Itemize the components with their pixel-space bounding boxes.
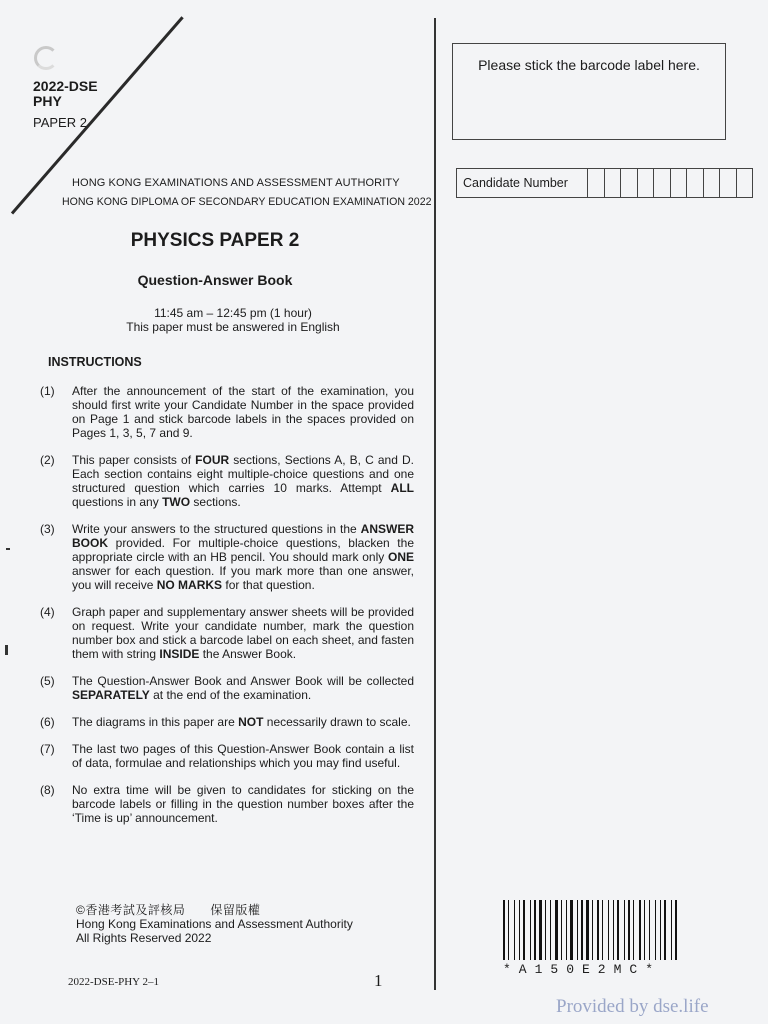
paper-code-year: 2022-DSE — [33, 78, 98, 94]
exam-time — [0, 306, 466, 334]
barcode-bar — [655, 900, 656, 960]
instructions-list — [40, 384, 414, 838]
barcode-bar — [620, 900, 623, 960]
barcode-bar — [516, 900, 518, 960]
barcode-bar — [628, 900, 630, 960]
candidate-digit-cell[interactable] — [737, 169, 753, 197]
exam-name: HONG KONG DIPLOMA OF SECONDARY EDUCATION EXAMINATION 2022 — [62, 196, 432, 208]
barcode-bar — [539, 900, 542, 960]
barcode-bar — [514, 900, 515, 960]
instruction-number: (2) — [40, 453, 55, 467]
vertical-divider — [434, 18, 436, 990]
barcode-bar — [543, 900, 544, 960]
barcode-bar — [508, 900, 509, 960]
barcode-bar — [600, 900, 601, 960]
candidate-digit-cell[interactable] — [687, 169, 704, 197]
instruction-number: (3) — [40, 522, 55, 536]
paper-code-paper: PAPER 2 — [33, 115, 87, 130]
barcode-bar — [639, 900, 641, 960]
barcode-bar — [584, 900, 585, 960]
barcode-graphic — [503, 900, 729, 960]
barcode-bar — [590, 900, 591, 960]
barcode-bar — [566, 900, 567, 960]
instruction-text: This paper consists of FOUR sections, Sections A, B, C and D. Each section contains eight multiple-choice questions and one structured question which carries 10 marks. Attempt ALL questions in any TWO sections. — [72, 453, 414, 509]
candidate-digit-cell[interactable] — [638, 169, 655, 197]
barcode-bar — [570, 900, 573, 960]
instruction-number: (1) — [40, 384, 55, 398]
barcode-bar — [615, 900, 616, 960]
barcode-bar — [563, 900, 565, 960]
instruction-text: The last two pages of this Question-Answer Book contain a list of data, formulae and relationships which you may find useful. — [72, 742, 414, 770]
barcode-bar — [626, 900, 627, 960]
barcode-bar — [577, 900, 578, 960]
time-range: 11:45 am – 12:45 pm (1 hour) — [154, 306, 312, 320]
candidate-number-label: Candidate Number — [457, 169, 588, 197]
barcode-bar — [519, 900, 520, 960]
candidate-digit-cell[interactable] — [671, 169, 688, 197]
barcode-bar — [523, 900, 525, 960]
instruction-text: No extra time will be given to candidates for sticking on the barcode labels or filling in the question number boxes after the ‘Time is up’ announcement. — [72, 783, 414, 825]
barcode-bar — [550, 900, 551, 960]
barcode-bar — [526, 900, 529, 960]
instruction-number: (7) — [40, 742, 55, 756]
candidate-digit-cell[interactable] — [588, 169, 605, 197]
barcode-bar — [660, 900, 661, 960]
instruction-number: (8) — [40, 783, 55, 797]
barcode-bar — [678, 900, 679, 960]
barcode-bar — [664, 900, 666, 960]
barcode-bar — [667, 900, 670, 960]
instruction-item — [40, 742, 414, 770]
barcode-bar — [646, 900, 648, 960]
candidate-digit-cell[interactable] — [704, 169, 721, 197]
barcode-bar — [532, 900, 533, 960]
barcode-bar — [613, 900, 614, 960]
barcode-bar — [642, 900, 643, 960]
barcode-bar — [510, 900, 513, 960]
barcode-bar — [644, 900, 645, 960]
barcode-bar — [592, 900, 593, 960]
instruction-item — [40, 605, 414, 661]
instruction-text: After the announcement of the start of the examination, you should first write your Candidate Number in the space provided on Page 1 and stick barcode labels in the spaces provided on Pages 1, 3, 5, 7 and 9. — [72, 384, 414, 440]
barcode-bar — [657, 900, 659, 960]
barcode-bar — [521, 900, 522, 960]
candidate-number-box — [456, 168, 753, 198]
barcode-bar — [631, 900, 632, 960]
punch-hole-mark — [34, 46, 58, 70]
copyright-cjk: ©香港考試及評核局 保留版權 — [76, 903, 261, 917]
instruction-item — [40, 522, 414, 592]
page-subtitle: Question-Answer Book — [137, 272, 293, 288]
barcode-bar — [581, 900, 583, 960]
page-number: 1 — [374, 971, 383, 990]
instruction-number: (4) — [40, 605, 55, 619]
barcode-bar — [537, 900, 538, 960]
barcode-bar — [597, 900, 599, 960]
barcode-bar — [671, 900, 672, 960]
barcode-bar — [662, 900, 663, 960]
instruction-number: (6) — [40, 715, 55, 729]
copyright-notice — [76, 903, 353, 945]
barcode-bar — [651, 900, 654, 960]
footer-code: 2022-DSE-PHY 2–1 — [68, 976, 159, 988]
instruction-item — [40, 715, 414, 729]
barcode-bar — [530, 900, 531, 960]
instruction-text: The diagrams in this paper are NOT necessarily drawn to scale. — [72, 715, 411, 729]
barcode-bar — [617, 900, 619, 960]
barcode-bar — [555, 900, 558, 960]
language-note: This paper must be answered in English — [126, 320, 340, 334]
barcode-label-box — [452, 43, 726, 140]
barcode-bar — [503, 900, 505, 960]
margin-mark — [5, 645, 8, 655]
barcode-bar — [608, 900, 609, 960]
page-title: PHYSICS PAPER 2 — [130, 230, 300, 251]
barcode-bar — [561, 900, 562, 960]
candidate-digit-cell[interactable] — [621, 169, 638, 197]
candidate-digit-cell[interactable] — [654, 169, 671, 197]
barcode-bar — [602, 900, 603, 960]
barcode-bar — [675, 900, 677, 960]
candidate-digit-cell[interactable] — [605, 169, 622, 197]
barcode-bar — [579, 900, 580, 960]
barcode-bar — [633, 900, 634, 960]
margin-mark — [6, 548, 10, 550]
instruction-text: Graph paper and supplementary answer sheets will be provided on request. Write your candidate number, mark the question number box and stick a barcode label on each sheet, and fasten them with string INSIDE the Answer Book. — [72, 605, 414, 661]
barcode-bar — [604, 900, 607, 960]
barcode-bar — [649, 900, 650, 960]
barcode-bar — [547, 900, 549, 960]
barcode-bar — [574, 900, 576, 960]
barcode-label-text: Please stick the barcode label here. — [478, 57, 700, 73]
instruction-text: The Question-Answer Book and Answer Book will be collected SEPARATELY at the end of the examination. — [72, 674, 414, 702]
barcode-text: *A150E2MC* — [503, 962, 662, 977]
barcode-bar — [534, 900, 536, 960]
barcode-bar — [594, 900, 596, 960]
barcode-bar — [552, 900, 554, 960]
copyright-authority: Hong Kong Examinations and Assessment Authority — [76, 917, 353, 931]
instruction-text: Write your answers to the structured questions in the ANSWER BOOK provided. For multiple-choice questions, blacken the appropriate circle with an HB pencil. You should mark only ONE answer for each question. If you mark more than one answer, you will receive NO MARKS for that question. — [72, 522, 414, 592]
candidate-digit-cell[interactable] — [720, 169, 737, 197]
barcode-bar — [610, 900, 612, 960]
barcode-bar — [506, 900, 507, 960]
paper-code-subject: PHY — [33, 93, 62, 109]
instruction-item — [40, 674, 414, 702]
barcode-bar — [624, 900, 625, 960]
instruction-item — [40, 384, 414, 440]
instruction-number: (5) — [40, 674, 55, 688]
barcode-bar — [545, 900, 546, 960]
barcode-bar — [586, 900, 589, 960]
barcode-bar — [568, 900, 569, 960]
barcode-bar — [673, 900, 674, 960]
instruction-item — [40, 783, 414, 825]
instructions-heading: INSTRUCTIONS — [48, 355, 142, 369]
watermark: Provided by dse.life — [556, 996, 709, 1017]
copyright-rights: All Rights Reserved 2022 — [76, 931, 212, 945]
authority-name: HONG KONG EXAMINATIONS AND ASSESSMENT AUTHORITY — [72, 177, 400, 189]
instruction-item — [40, 453, 414, 509]
barcode-bar — [559, 900, 560, 960]
barcode-bar — [635, 900, 638, 960]
